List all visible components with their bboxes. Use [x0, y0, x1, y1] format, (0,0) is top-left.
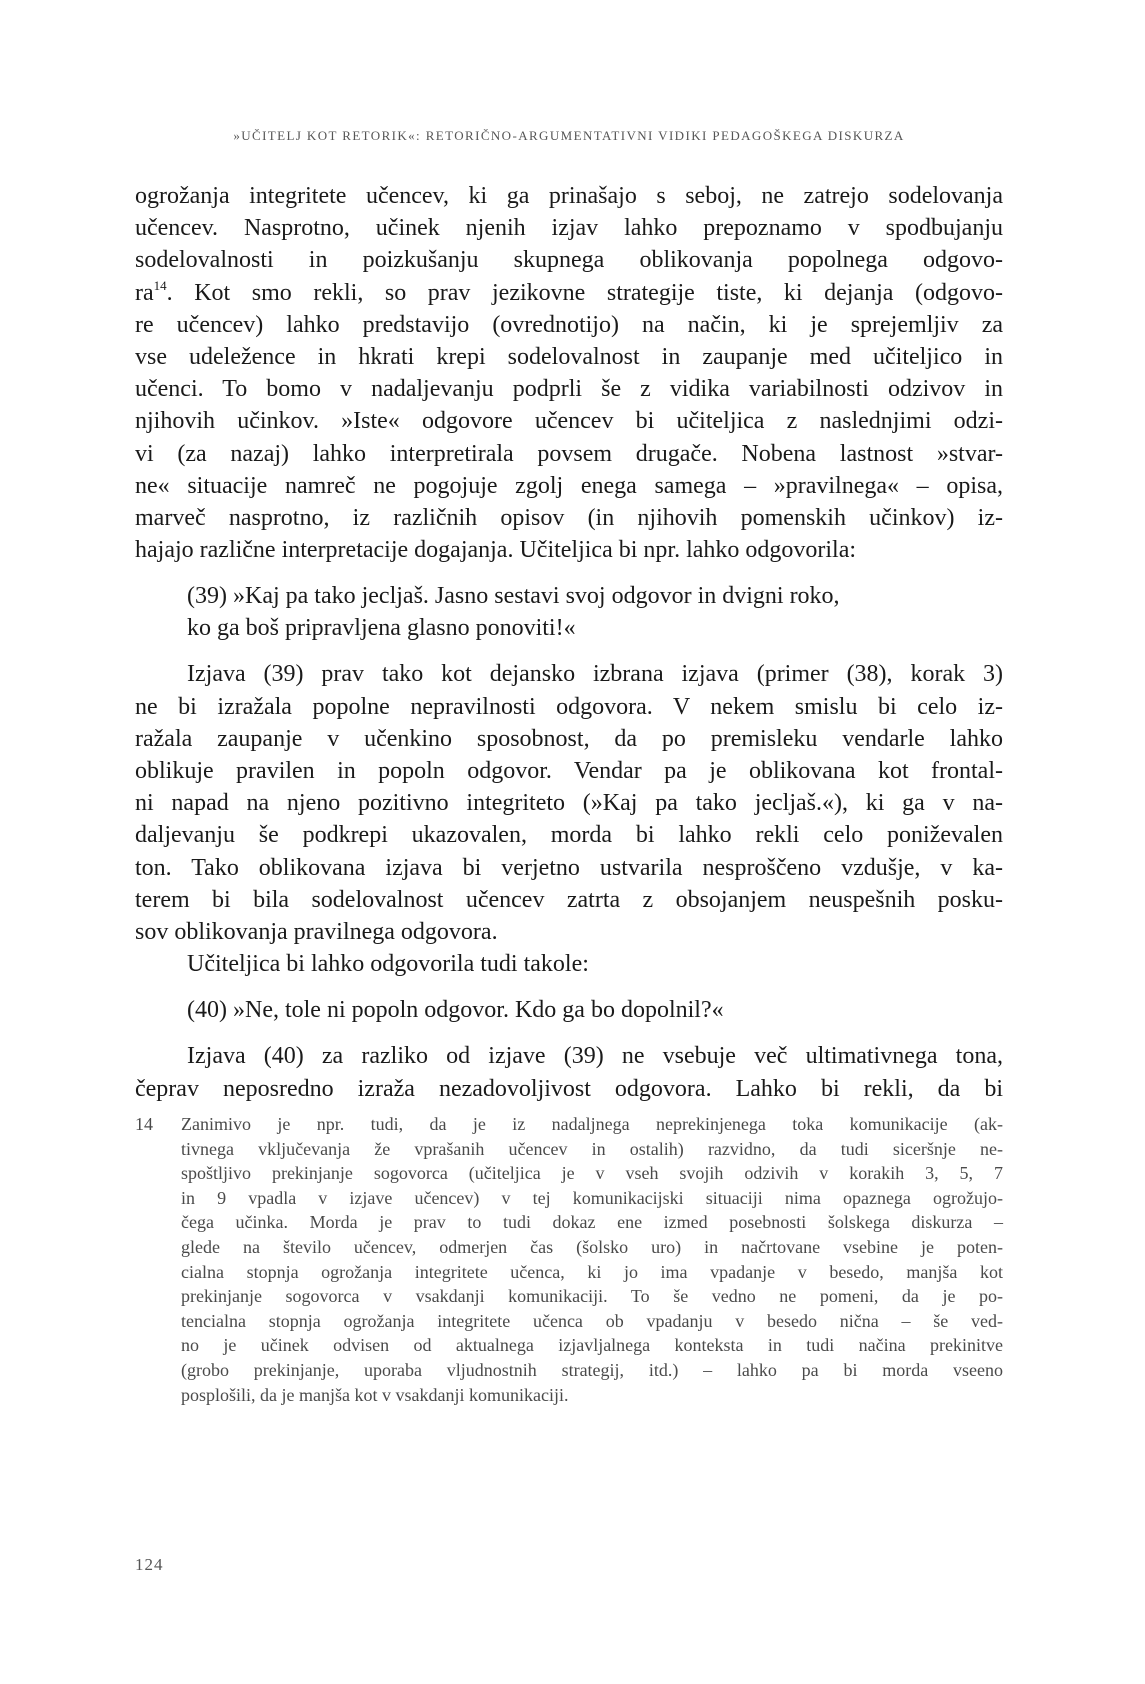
text-line: marveč nasprotno, iz različnih opisov (in njihovih pomenskih učinkov) iz-	[135, 505, 1003, 532]
paragraph-3	[135, 948, 1003, 980]
text-fragment: Kot smo rekli, so prav jezikovne strategije tiste, ki dejanja (odgovo-	[194, 279, 1003, 306]
example-line: ko ga boš pripravljena glasno ponoviti!«	[187, 615, 576, 642]
paragraph-4	[135, 1040, 1003, 1104]
example-39	[135, 580, 1003, 644]
text-line: sodelovalnosti in poizkušanju skupnega oblikovanja popolnega odgovo-	[135, 247, 1003, 274]
footnote-line: Zanimivo je npr. tudi, da je iz nadaljnega neprekinjenega toka komunikacije (ak-	[181, 1114, 1003, 1134]
text-line: sov oblikovanja pravilnega odgovora.	[135, 919, 498, 946]
footnote-body	[181, 1112, 1003, 1407]
footnote-line: prekinjanje sogovorca v vsakdanji komunikaciji. To še vedno ne pomeni, da je po-	[181, 1286, 1003, 1307]
text-line: ražala zaupanje v učenkino sposobnost, da po premisleku vendarle lahko	[135, 725, 1003, 752]
example-40	[135, 994, 1003, 1026]
footnote-line: čega učinka. Morda je prav to tudi dokaz ene izmed posebnosti šolskega diskurza –	[181, 1212, 1003, 1233]
text-line: Izjava (39) prav tako kot dejansko izbrana izjava (primer (38), korak 3)	[187, 661, 1003, 688]
paragraph-1	[135, 180, 1003, 566]
footnote-line: tencialna stopnja ogrožanja integritete učenca ob vpadanju v besedo nična – še ved-	[181, 1310, 1003, 1331]
text-line: vse udeležence in hkrati krepi sodelovalnost in zaupanje med učiteljico in	[135, 344, 1003, 371]
text-line: čeprav neposredno izraža nezadovoljivost odgovora. Lahko bi rekli, da bi	[135, 1075, 1003, 1102]
footnote-line: spoštljivo prekinjanje sogovorca (učiteljica je v vseh svojih odzivih v korakih 3, 5, 7	[181, 1163, 1003, 1184]
text-fragment: ra	[135, 279, 154, 306]
footnote-line: in 9 vpadla v izjave učencev) v tej komunikacijski situaciji nima opaznega ogrožujo-	[181, 1187, 1003, 1208]
text-line: učenci. To bomo v nadaljevanju podprli še z vidika variabilnosti odzivov in	[135, 376, 1003, 403]
footnote-reference[interactable]: 14	[153, 277, 167, 293]
text-line: ton. Tako oblikovana izjava bi verjetno ustvarila nesproščeno vzdušje, v ka-	[135, 854, 1003, 881]
text-line: daljevanju še podkrepi ukazovalen, morda bi lahko rekli celo poniževalen	[135, 822, 1003, 849]
text-line: Izjava (40) za razliko od izjave (39) ne vsebuje več ultimativnega tona,	[187, 1043, 1003, 1070]
text-line: hajajo različne interpretacije dogajanja. Učiteljica bi npr. lahko odgovorila:	[135, 537, 857, 564]
paragraph-2	[135, 658, 1003, 948]
example-line: (40) »Ne, tole ni popoln odgovor. Kdo ga bo dopolnil?«	[187, 997, 724, 1024]
spacer	[135, 1026, 1003, 1040]
spacer	[135, 566, 1003, 580]
spacer	[135, 644, 1003, 658]
text-line: oblikuje pravilen in popoln odgovor. Vendar pa je oblikovana kot frontal-	[135, 758, 1003, 785]
text-line: ne« situacije namreč ne pogojuje zgolj enega samega – »pravilnega« – opisa,	[135, 472, 1003, 499]
text-line: njihovih učinkov. »Iste« odgovore učencev bi učiteljica z naslednjimi odzi-	[135, 408, 1003, 435]
text-line: terem bi bila sodelovalnost učencev zatrta z obsojanjem neuspešnih posku-	[135, 886, 1003, 913]
footnote-line: posplošili, da je manjša kot v vsakdanji komunikaciji.	[181, 1384, 569, 1405]
footnote-14	[135, 1112, 1003, 1407]
example-line: (39) »Kaj pa tako jecljaš. Jasno sestavi svoj odgovor in dvigni roko,	[187, 583, 840, 610]
footnote-line: tivnega vključevanja že vprašanih učencev in ostalih) razvidno, da tudi siceršnje ne-	[181, 1138, 1003, 1159]
footnote-line: glede na število učencev, odmerjen čas (šolsko uro) in načrtovane vsebine je poten-	[181, 1236, 1003, 1257]
text-line: vi (za nazaj) lahko interpretirala povsem drugače. Nobena lastnost »stvar-	[135, 440, 1003, 467]
text-line: ni napad na njeno pozitivno integriteto (»Kaj pa tako jecljaš.«), ki ga v na-	[135, 790, 1003, 817]
text-line: re učencev) lahko predstavijo (ovrednotijo) na način, ki je sprejemljiv za	[135, 311, 1003, 338]
text-line: ogrožanja integritete učencev, ki ga prinašajo s seboj, ne zatrejo sodelovanja	[135, 183, 1003, 209]
text-line: učencev. Nasprotno, učinek njenih izjav lahko prepoznamo v spodbujanju	[135, 215, 1003, 242]
text-line: ne bi izražala popolne nepravilnosti odgovora. V nekem smislu bi celo iz-	[135, 693, 1003, 720]
footnote-number: 14	[135, 1114, 153, 1134]
page-number: 124	[135, 1555, 164, 1574]
text-fragment: .	[166, 279, 195, 306]
footnote-line: no je učinek odvisen od aktualnega izjavljalnega konteksta in tudi načina prekinitve	[181, 1335, 1003, 1356]
spacer	[135, 980, 1003, 994]
running-head: »UČITELJ KOT RETORIK«: RETORIČNO-ARGUMENTATIVNI VIDIKI PEDAGOŠKEGA DISKURZA	[233, 128, 905, 143]
body-text	[135, 180, 1003, 1105]
text-line: Učiteljica bi lahko odgovorila tudi takole:	[187, 951, 589, 978]
footnote-line: (grobo prekinjanje, uporaba vljudnostnih strategij, itd.) – lahko pa bi morda vseeno	[181, 1359, 1003, 1380]
text-line-with-footnote	[135, 277, 1003, 309]
footnote-line: cialna stopnja ogrožanja integritete učenca, ki jo ima vpadanje v besedo, manjša kot	[181, 1261, 1003, 1282]
